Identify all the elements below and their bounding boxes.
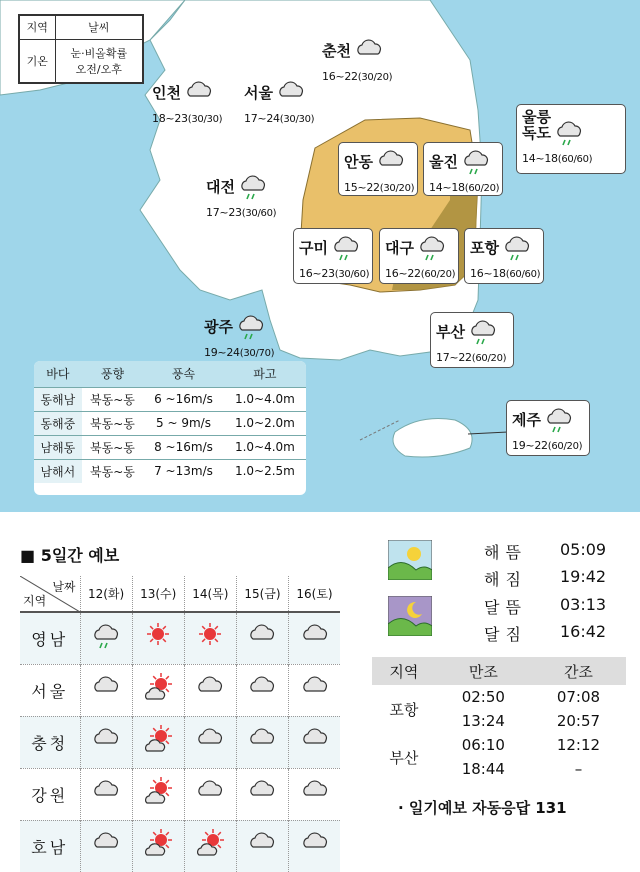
sea-cell: 5 ~ 9m/s [143, 411, 224, 435]
tide-region: 포항 [389, 700, 419, 719]
city-pct: (30/20) [379, 183, 415, 194]
city-temp: 14~18 [429, 181, 465, 194]
sun-label: 해짐 [484, 570, 527, 589]
forecast-cell [184, 612, 236, 664]
sea-header: 파고 [224, 361, 306, 387]
city-uljin [423, 142, 503, 196]
rain-cloud-icon [331, 233, 361, 267]
forecast-cell [184, 664, 236, 716]
city-temp: 18~23 [152, 112, 188, 125]
tide-header: 간조 [531, 657, 626, 685]
cloud-icon [91, 829, 121, 863]
table-row [34, 387, 306, 411]
corner-date-label: 날짜 [52, 580, 76, 594]
city-pct: (30/60) [334, 269, 370, 280]
forecast-cell [289, 820, 341, 872]
forecast-cell [289, 768, 341, 820]
rain-cloud-icon [554, 118, 584, 152]
city-pct: (30/70) [239, 348, 275, 359]
city-daejeon [206, 172, 276, 221]
city-temp: 16~23 [299, 267, 335, 280]
table-row [20, 716, 340, 768]
forecast-region: 강원 [20, 768, 80, 820]
sun-cloud-icon [143, 829, 173, 863]
cloud-icon [354, 36, 384, 70]
city-name: 대전 [206, 178, 235, 196]
cloud-icon [184, 78, 214, 112]
forecast-title: ■ 5일간 예보 [20, 546, 120, 565]
sea-cell: 동해남 [34, 387, 82, 411]
sun-row [388, 622, 628, 650]
sea-cell: 6 ~16m/s [143, 387, 224, 411]
rain-cloud-icon [468, 317, 498, 351]
city-gumi [293, 228, 373, 284]
city-temp: 17~24 [244, 112, 280, 125]
tide-low: 12:12 [556, 736, 601, 754]
sea-cell: 1.0~4.0m [224, 387, 306, 411]
table-row [20, 664, 340, 716]
city-name: 서울 [244, 84, 273, 102]
forecast-cell [289, 612, 341, 664]
sea-cell: 북동~동 [82, 411, 144, 435]
forecast-cell [236, 664, 288, 716]
rain-cloud-icon [544, 405, 574, 439]
table-row [20, 768, 340, 820]
sea-cell: 1.0~2.5m [224, 459, 306, 483]
legend-ampm: 오전/오후 [75, 62, 122, 76]
forecast-cell [80, 612, 132, 664]
rain-cloud-icon [236, 312, 266, 346]
sea-header: 바다 [34, 361, 82, 387]
forecast-cell [80, 716, 132, 768]
cloud-icon [300, 621, 330, 655]
sea-cell: 동해중 [34, 411, 82, 435]
sea-cell: 8 ~16m/s [143, 435, 224, 459]
map-legend [18, 14, 144, 84]
city-name: 구미 [299, 239, 328, 257]
sea-cell: 북동~동 [82, 459, 144, 483]
sun-cloud-icon [195, 829, 225, 863]
city-temp: 16~22 [385, 267, 421, 280]
cloud-icon [91, 673, 121, 707]
forecast-cell [132, 716, 184, 768]
city-pct: (60/20) [420, 269, 456, 280]
tide-region: 부산 [389, 748, 419, 767]
city-pct: (60/20) [471, 353, 507, 364]
legend-rain: 눈·비올확률 [70, 46, 128, 60]
forecast-cell [80, 768, 132, 820]
forecast-day: 16(토) [289, 576, 341, 612]
cloud-icon [91, 777, 121, 811]
rain-cloud-icon [502, 233, 532, 267]
city-ulleung [516, 104, 626, 174]
tide-high: 06:10 [461, 736, 505, 754]
forecast-cell [132, 820, 184, 872]
cloud-icon [300, 673, 330, 707]
legend-temp: 기온 [20, 39, 56, 82]
sun-row [388, 540, 628, 568]
cloud-icon [300, 829, 330, 863]
sea-cell: 1.0~4.0m [224, 435, 306, 459]
cloud-icon [195, 777, 225, 811]
forecast-day: 14(목) [184, 576, 236, 612]
sun-row [388, 567, 628, 595]
tide-high: 02:50 [461, 688, 505, 706]
forecast-region: 호남 [20, 820, 80, 872]
forecast-region: 영남 [20, 612, 80, 664]
city-jeju [506, 400, 590, 456]
rain-cloud-icon [417, 233, 447, 267]
forecast-cell [289, 716, 341, 768]
forecast-cell [132, 768, 184, 820]
table-row [20, 820, 340, 872]
tide-high: 13:24 [461, 712, 505, 730]
sun-label: 달짐 [484, 625, 527, 644]
forecast-cell [184, 820, 236, 872]
city-name: 대구 [385, 239, 414, 257]
table-row [20, 612, 340, 664]
city-temp: 16~18 [470, 267, 506, 280]
forecast-day: 15(금) [236, 576, 288, 612]
city-pct: (60/60) [505, 269, 541, 280]
forecast-cell [236, 768, 288, 820]
forecast-cell [80, 820, 132, 872]
sun-cloud-icon [143, 725, 173, 759]
city-pct: (30/60) [241, 208, 277, 219]
sun-value: 05:09 [560, 540, 607, 559]
city-temp: 16~22 [322, 70, 358, 83]
city-temp: 17~22 [436, 351, 472, 364]
city-temp: 17~23 [206, 206, 242, 219]
city-gwangju [204, 312, 274, 361]
cloud-icon [376, 147, 406, 181]
rain-cloud-icon [238, 172, 268, 206]
city-pct: (60/60) [557, 154, 593, 165]
tide-high: 18:44 [461, 760, 505, 778]
sun-value: 16:42 [560, 622, 607, 641]
sea-cell: 남해동 [34, 435, 82, 459]
rain-cloud-icon [461, 147, 491, 181]
city-pct: (60/20) [547, 441, 583, 452]
city-seoul [244, 78, 314, 127]
forecast-cell [80, 664, 132, 716]
sun-value: 03:13 [560, 595, 607, 614]
sun-label: 해뜸 [484, 543, 527, 562]
forecast-cell [236, 716, 288, 768]
tide-header: 만조 [436, 657, 531, 685]
tide-table [372, 657, 626, 781]
city-incheon [152, 78, 222, 127]
city-name: 춘천 [322, 42, 351, 60]
forecast-day: 12(화) [80, 576, 132, 612]
forecast-table [20, 576, 340, 872]
sun-label: 달뜸 [484, 598, 527, 617]
forecast-cell [236, 612, 288, 664]
city-pct: (30/30) [187, 114, 223, 125]
city-pohang [464, 228, 544, 284]
city-name: 안동 [344, 153, 373, 171]
table-row [372, 685, 626, 709]
forecast-cell [236, 820, 288, 872]
sun-icon [195, 621, 225, 655]
city-pct: (30/20) [357, 72, 393, 83]
rain-cloud-icon [91, 621, 121, 655]
footer-note: · 일기예보 자동응답 131 [398, 799, 567, 817]
sea-cell: 북동~동 [82, 435, 144, 459]
city-name: 울릉 독도 [522, 108, 551, 142]
forecast-cell [184, 716, 236, 768]
cloud-icon [247, 673, 277, 707]
legend-weather: 날씨 [55, 16, 142, 40]
city-name: 포항 [470, 239, 499, 257]
sea-header: 풍향 [82, 361, 144, 387]
table-row [34, 435, 306, 459]
forecast-cell [289, 664, 341, 716]
tide-header: 지역 [372, 657, 436, 685]
city-temp: 19~22 [512, 439, 548, 452]
city-pct: (60/20) [464, 183, 500, 194]
cloud-icon [300, 777, 330, 811]
sea-cell: 남해서 [34, 459, 82, 483]
city-daegu [379, 228, 459, 284]
tide-low: – [574, 760, 583, 778]
forecast-corner [20, 576, 80, 612]
city-temp: 19~24 [204, 346, 240, 359]
city-andong [338, 142, 418, 196]
city-name: 부산 [436, 323, 465, 341]
cloud-icon [276, 78, 306, 112]
cloud-icon [247, 829, 277, 863]
city-name: 인천 [152, 84, 181, 102]
sea-table [34, 361, 306, 495]
cloud-icon [247, 777, 277, 811]
cloud-icon [195, 673, 225, 707]
sea-header: 풍속 [143, 361, 224, 387]
sun-cloud-icon [143, 777, 173, 811]
forecast-cell [132, 664, 184, 716]
city-temp: 15~22 [344, 181, 380, 194]
cloud-icon [91, 725, 121, 759]
table-row [372, 733, 626, 757]
city-chuncheon [322, 36, 392, 85]
cloud-icon [247, 621, 277, 655]
cloud-icon [300, 725, 330, 759]
tide-low: 20:57 [556, 712, 601, 730]
sun-icon [143, 621, 173, 655]
sea-cell: 7 ~13m/s [143, 459, 224, 483]
table-row [34, 411, 306, 435]
cloud-icon [195, 725, 225, 759]
forecast-cell [184, 768, 236, 820]
forecast-day: 13(수) [132, 576, 184, 612]
city-pct: (30/30) [279, 114, 315, 125]
tide-low: 07:08 [556, 688, 601, 706]
city-busan [430, 312, 514, 368]
table-row [34, 459, 306, 483]
forecast-region: 충청 [20, 716, 80, 768]
cloud-icon [247, 725, 277, 759]
city-name: 울진 [429, 153, 458, 171]
city-name: 제주 [512, 411, 541, 429]
legend-region: 지역 [20, 16, 56, 40]
city-name: 광주 [204, 318, 233, 336]
sun-value: 19:42 [560, 567, 607, 586]
sun-row [388, 595, 628, 623]
forecast-cell [132, 612, 184, 664]
corner-region-label: 지역 [23, 594, 47, 608]
sea-cell: 북동~동 [82, 387, 144, 411]
sun-cloud-icon [143, 673, 173, 707]
forecast-region: 서울 [20, 664, 80, 716]
city-temp: 14~18 [522, 152, 558, 165]
sea-cell: 1.0~2.0m [224, 411, 306, 435]
